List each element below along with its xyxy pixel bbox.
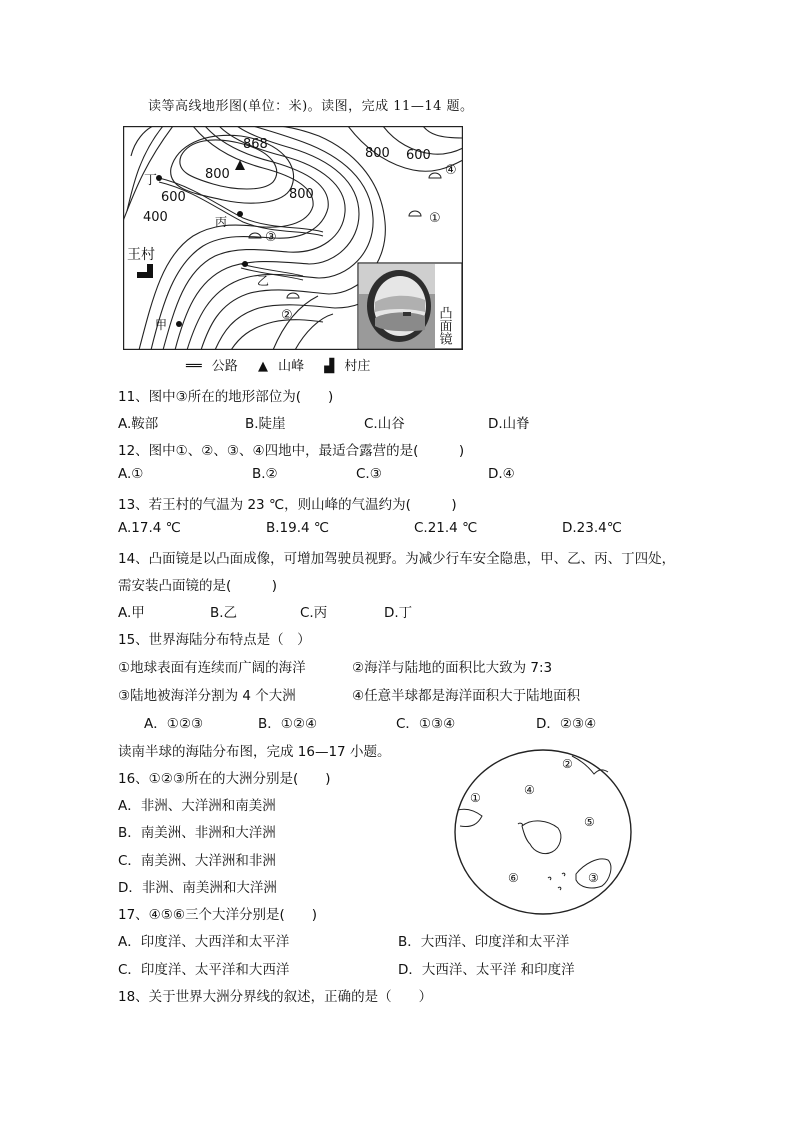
label-jia: 甲 xyxy=(155,318,168,332)
q14-stem: 14、凸面镜是以凸面成像，可增加驾驶员视野。为减少行车安全隐患，甲、乙、丙、丁四处， xyxy=(118,551,676,567)
label-site-1: ① xyxy=(429,211,441,226)
q16-opt-d[interactable]: D．非洲、南美洲和大洋洲 xyxy=(118,880,277,896)
mirror-label: 凸面镜 xyxy=(436,306,452,345)
q16-stem: 16、①②③所在的大洲分别是( ) xyxy=(118,771,331,787)
label-bing: 丙 xyxy=(215,215,228,229)
q16-opt-c[interactable]: C．南美洲、大洋洲和非洲 xyxy=(118,853,276,869)
point-jia xyxy=(176,321,182,327)
q13-opt-d[interactable]: D.23.4℃ xyxy=(562,520,622,536)
q17-opt-a[interactable]: A．印度洋、大西洋和太平洋 xyxy=(118,934,290,950)
label-site-4: ④ xyxy=(445,163,457,178)
q14-opt-a[interactable]: A.甲 xyxy=(118,605,145,621)
q15-stem: 15、世界海陆分布特点是（ ） xyxy=(118,632,311,648)
q15-opt-d[interactable]: D．②③④ xyxy=(536,716,597,732)
q16-opt-a[interactable]: A．非洲、大洋洲和南美洲 xyxy=(118,798,276,814)
hemi-label-5: ⑤ xyxy=(584,815,595,829)
point-yi xyxy=(242,261,248,267)
legend-peak: 山峰 xyxy=(278,359,305,374)
q15-statement-1: ①地球表面有连续而广阔的海洋 xyxy=(118,660,306,676)
village-symbol: ▟ xyxy=(324,359,335,374)
q14-opt-d[interactable]: D.丁 xyxy=(384,605,413,621)
contour-800-a: 800 xyxy=(205,167,230,182)
map-legend xyxy=(186,355,376,374)
hemi-label-2: ② xyxy=(562,757,573,771)
hemi-label-3: ③ xyxy=(588,871,599,885)
q17-opt-d[interactable]: D．大西洋、太平洋 和印度洋 xyxy=(398,962,575,978)
q15-opt-c[interactable]: C．①③④ xyxy=(396,716,456,732)
label-site-3: ③ xyxy=(265,230,277,245)
point-bing xyxy=(237,211,243,217)
contour-600-a: 600 xyxy=(161,190,186,205)
contour-map xyxy=(123,126,463,350)
label-yi: 乙 xyxy=(257,274,270,288)
label-ding: 丁 xyxy=(144,173,158,188)
q13-opt-b[interactable]: B.19.4 ℃ xyxy=(266,520,330,536)
q12-stem: 12、图中①、②、③、④四地中，最适合露营的是( ) xyxy=(118,443,465,459)
southern-hemisphere-map xyxy=(452,748,634,916)
q17-opt-b[interactable]: B．大西洋、印度洋和太平洋 xyxy=(398,934,570,950)
q15-statement-2: ②海洋与陆地的面积比大致为 7:3 xyxy=(352,660,553,676)
q17-opt-c[interactable]: C．印度洋、太平洋和大西洋 xyxy=(118,962,290,978)
legend-road: 公路 xyxy=(211,359,238,374)
q18-stem: 18、关于世界大洲分界线的叙述，正确的是（ ） xyxy=(118,989,433,1005)
q11-stem: 11、图中③所在的地形部位为( ) xyxy=(118,389,334,405)
q11-opt-c[interactable]: C.山谷 xyxy=(364,416,405,432)
q14-opt-b[interactable]: B.乙 xyxy=(210,605,238,621)
label-site-2: ② xyxy=(281,308,293,323)
road-symbol: ══ xyxy=(186,359,202,374)
hemi-label-6: ⑥ xyxy=(508,871,519,885)
contour-intro: 读等高线地形图(单位：米)。读图，完成 11—14 题。 xyxy=(148,99,474,114)
q12-opt-c[interactable]: C.③ xyxy=(356,466,382,482)
hemi-label-4: ④ xyxy=(524,783,535,797)
contour-800-c: 800 xyxy=(365,146,390,161)
contour-800-b: 800 xyxy=(289,187,314,202)
contour-600-b: 600 xyxy=(406,148,431,163)
hemisphere-intro: 读南半球的海陆分布图，完成 16—17 小题。 xyxy=(118,744,391,760)
q15-statement-3: ③陆地被海洋分割为 4 个大洲 xyxy=(118,688,296,704)
hemi-label-1: ① xyxy=(470,791,481,805)
q13-opt-a[interactable]: A.17.4 ℃ xyxy=(118,520,181,536)
q12-opt-d[interactable]: D.④ xyxy=(488,466,515,482)
q11-opt-a[interactable]: A.鞍部 xyxy=(118,416,159,432)
q15-opt-a[interactable]: A．①②③ xyxy=(144,716,204,732)
contour-400: 400 xyxy=(143,210,168,225)
q14-opt-c[interactable]: C.丙 xyxy=(300,605,328,621)
q14-stem-cont: 需安装凸面镜的是( ) xyxy=(118,578,278,594)
q13-opt-c[interactable]: C.21.4 ℃ xyxy=(414,520,478,536)
label-village: 王村 xyxy=(127,247,155,263)
q11-opt-d[interactable]: D.山脊 xyxy=(488,416,530,432)
q12-opt-b[interactable]: B.② xyxy=(252,466,278,482)
q17-stem: 17、④⑤⑥三个大洋分别是( ) xyxy=(118,907,318,923)
peak-symbol: ▲ xyxy=(257,359,268,374)
q15-opt-b[interactable]: B．①②④ xyxy=(258,716,318,732)
q11-opt-b[interactable]: B.陡崖 xyxy=(245,416,286,432)
q16-opt-b[interactable]: B．南美洲、非洲和大洋洲 xyxy=(118,825,276,841)
q15-statement-4: ④任意半球都是海洋面积大于陆地面积 xyxy=(352,688,581,704)
q12-opt-a[interactable]: A.① xyxy=(118,466,144,482)
legend-village: 村庄 xyxy=(344,359,371,374)
q13-stem: 13、若王村的气温为 23 ℃，则山峰的气温约为( ) xyxy=(118,497,457,513)
peak-elevation: 868 xyxy=(243,137,268,152)
